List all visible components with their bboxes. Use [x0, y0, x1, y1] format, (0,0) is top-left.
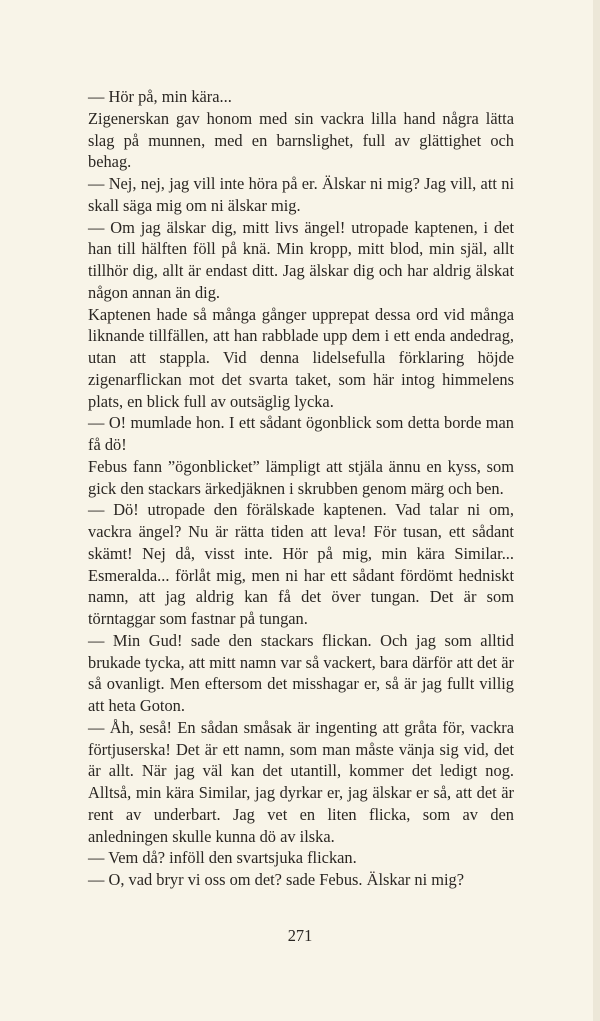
body-text	[88, 86, 514, 891]
paragraph: — Hör på, min kära...	[88, 87, 232, 106]
paragraph: — Nej, nej, jag vill inte höra på er. Älskar ni mig? Jag vill, att ni skall säga mig om ni älskar mig.	[88, 174, 514, 215]
paragraph: — Min Gud! sade den stackars flickan. Och jag som alltid brukade tycka, att mitt namn var så vackert, bara därför att det är så ovanligt. Men eftersom det misshagar er, så är jag fullt villig att heta Goton.	[88, 630, 514, 715]
paragraph: — Vem då? inföll den svartsjuka flickan.	[88, 848, 357, 868]
paragraph: — Dö! utropade den förälskade kaptenen. Vad talar ni om, vackra ängel? Nu är rätta tiden att leva! För tusan, ett sådant skämt! Nej då, visst inte. Hör på mig, min kära Similar... Esmeralda... förlåt mig, men ni har ett sådant fördömt hedniskt namn, att jag aldrig kan få det över tungan. Det är som törntaggar som fastnar på tungan.	[88, 500, 514, 628]
paragraph: — O, vad bryr vi oss om det? sade Febus. Älskar ni mig?	[88, 870, 465, 889]
paragraph: — O! mumlade hon. I ett sådant ögonblick som detta borde man få dö!	[88, 413, 514, 454]
paragraph: Febus fann ”ögonblicket” lämpligt att stjäla ännu en kyss, som gick den stackars ärkedjäknen i skrubben genom märg och ben.	[88, 456, 514, 498]
paragraph: Kaptenen hade så många gånger upprepat dessa ord vid många liknande tillfällen, att han rabblade upp dem i ett enda andedrag, utan att stappla. Vid denna lidelsefulla förklaring höjde zigenarflickan mot det svarta taket, som här intog himmelens plats, en blick full av outsäglig lycka.	[88, 304, 514, 411]
paragraph: Zigenerskan gav honom med sin vackra lilla hand några lätta slag på munnen, med en barnslighet, full av glättighet och behag.	[88, 108, 514, 172]
paragraph: — Om jag älskar dig, mitt livs ängel! utropade kaptenen, i det han till hälften föll på knä. Min kropp, mitt blod, min själ, allt tillhör dig, allt är endast ditt. Jag älskar dig och har aldrig älskat någon annan än dig.	[88, 217, 514, 302]
page-edge	[593, 0, 600, 1021]
paragraph: — Åh, seså! En sådan småsak är ingenting att gråta för, vackra förtjuserska! Det är ett namn, som man måste vänja sig vid, det är allt. När jag väl kan det utantill, kommer det ledigt nog. Alltså, min kära Similar, jag dyrkar er, jag älskar er så, att det är rent av underbart. Jag vet en liten flicka, som av den anledningen skulle kunna dö av ilska.	[88, 717, 514, 846]
page-number: 271	[287, 926, 313, 945]
